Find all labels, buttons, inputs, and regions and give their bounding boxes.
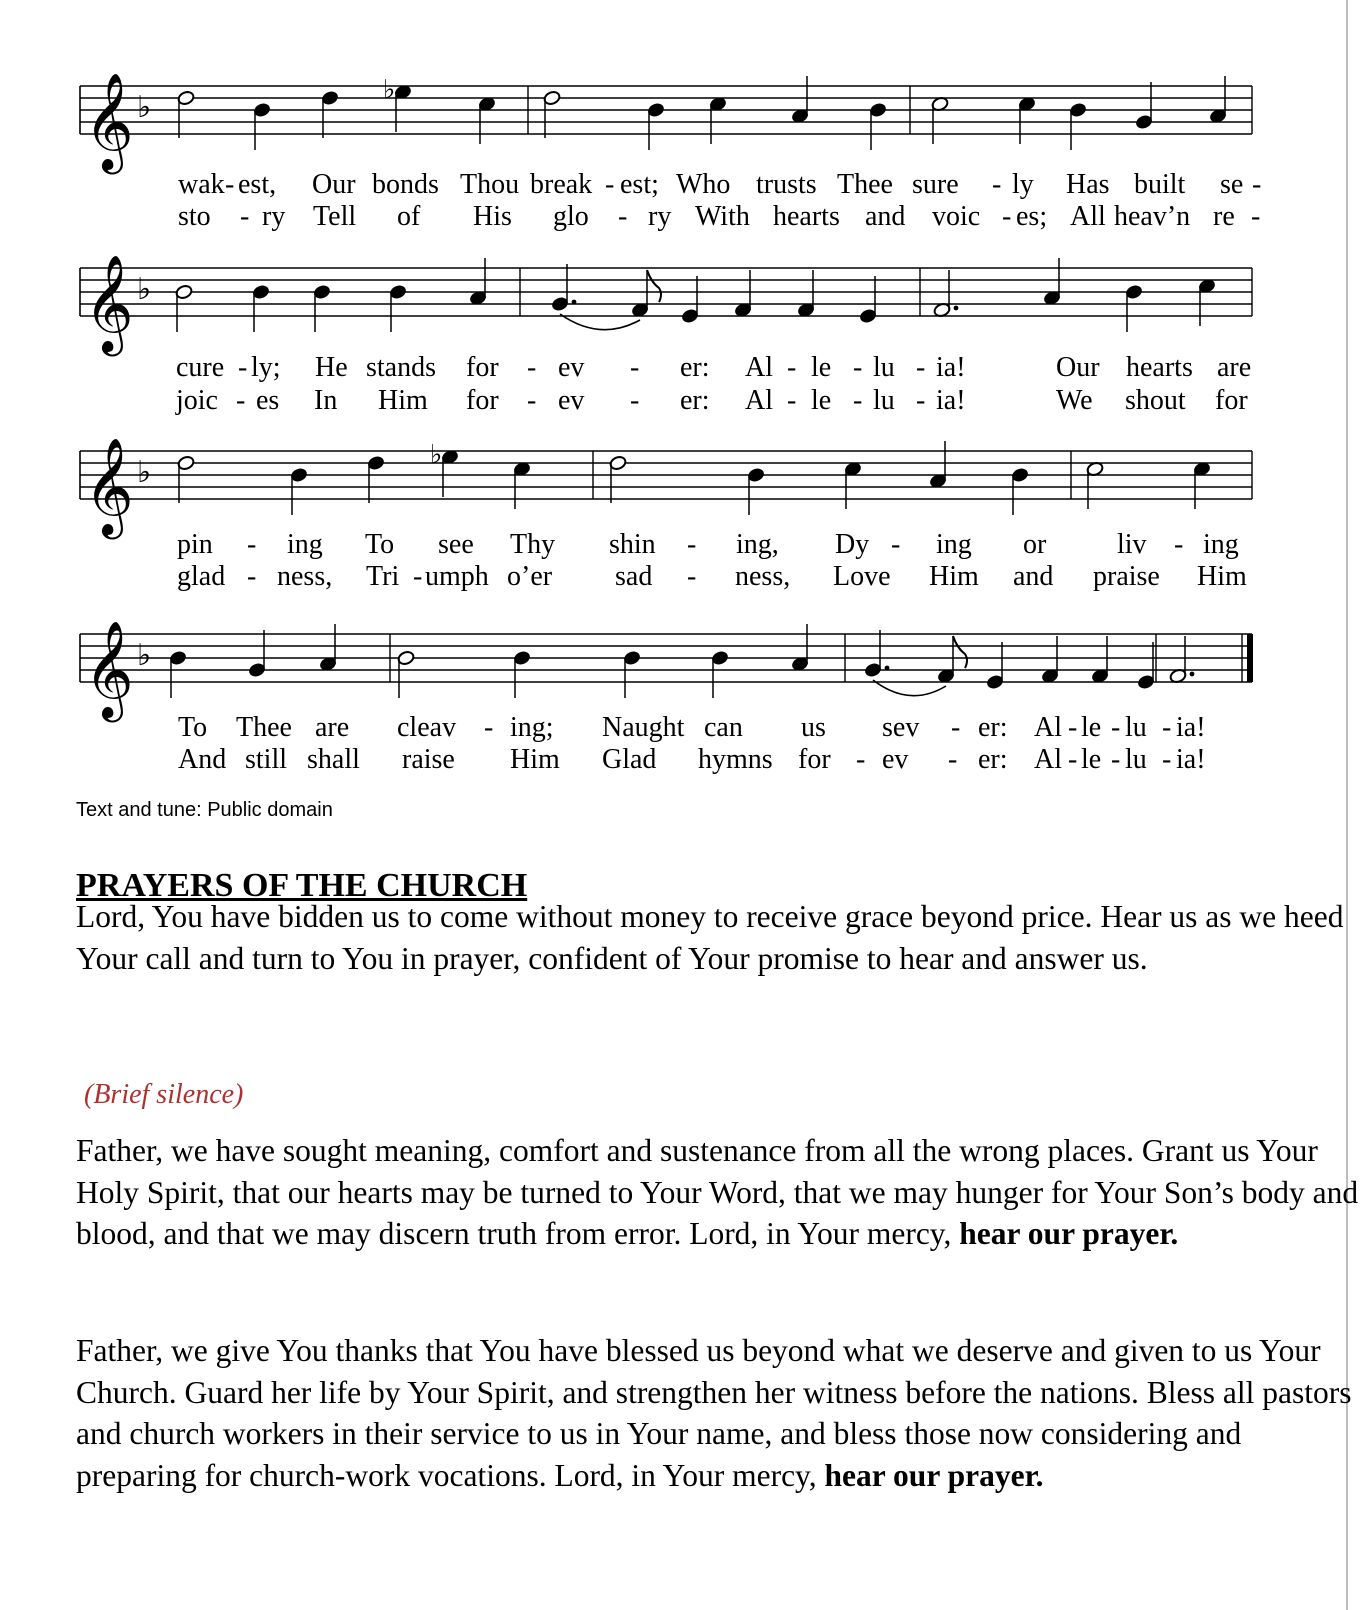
petition-1-text: Father, we have sought meaning, comfort and sustenance from all the wrong places. Grant us Your Holy Spirit, that our hearts may be turned to Your Word, that we may hunger for Your Son’s body and blood, and that we may discern truth from error. Lord, in Your mercy, bbox=[76, 1133, 1359, 1251]
note bbox=[248, 630, 266, 678]
lyric-syllable: - bbox=[630, 385, 640, 416]
lyric-syllable: ev bbox=[558, 352, 585, 383]
lyric-syllable: hearts bbox=[1126, 352, 1193, 383]
lyric-syllable: - bbox=[247, 561, 257, 592]
lyric-syllable: - bbox=[687, 561, 697, 592]
lyric-syllable: still bbox=[245, 744, 288, 775]
lyric-syllable: ia! bbox=[1176, 712, 1206, 743]
lyric-syllable: - bbox=[916, 352, 926, 383]
lyric-syllable: lu bbox=[1125, 712, 1147, 743]
lyric-syllable: - bbox=[891, 529, 901, 560]
lyric-syllable: for bbox=[466, 352, 499, 383]
lyric-syllable: heav’n bbox=[1114, 201, 1191, 232]
lyric-syllable: ia! bbox=[1176, 744, 1206, 775]
petition-2-response: hear our prayer. bbox=[824, 1457, 1044, 1493]
lyric-syllable: In bbox=[314, 385, 338, 416]
lyric-syllable: sev bbox=[882, 712, 920, 743]
key-signature-flat-icon: ♭ bbox=[137, 638, 152, 673]
lyric-line-1-2 bbox=[0, 200, 1346, 234]
lyric-syllable: es bbox=[256, 385, 280, 416]
lyric-syllable: us bbox=[801, 712, 826, 743]
lyric-line-3-1 bbox=[0, 528, 1346, 562]
lyric-syllable: er: bbox=[978, 712, 1008, 743]
lyric-syllable: Him bbox=[1197, 561, 1247, 592]
lyric-syllable: - bbox=[1174, 529, 1184, 560]
lyric-syllable: - bbox=[247, 529, 257, 560]
lyric-syllable: - bbox=[225, 169, 235, 200]
lyric-syllable: lu bbox=[1125, 744, 1147, 775]
flat-accidental-icon: ♭ bbox=[430, 440, 443, 470]
lyric-syllable: ing, bbox=[736, 529, 779, 560]
note bbox=[1091, 636, 1109, 684]
lyric-syllable: Thou bbox=[460, 169, 520, 200]
lyric-syllable: Al bbox=[1034, 712, 1062, 743]
petition-1-response: hear our prayer. bbox=[959, 1216, 1179, 1251]
lyric-syllable: wak bbox=[178, 169, 225, 200]
lyric-syllable: shall bbox=[307, 744, 360, 775]
lyric-syllable: - bbox=[238, 352, 248, 383]
final-barline bbox=[1247, 634, 1253, 682]
note bbox=[791, 624, 809, 672]
lyric-syllable: shout bbox=[1125, 385, 1186, 416]
lyric-syllable: built bbox=[1134, 169, 1186, 200]
lyric-syllable: Tell bbox=[313, 201, 357, 232]
lyric-syllable: - bbox=[236, 385, 246, 416]
treble-clef-icon: 𝄞 bbox=[84, 437, 134, 535]
lyric-syllable: and bbox=[1013, 561, 1054, 592]
lyric-syllable: es; bbox=[1016, 201, 1048, 232]
lyric-syllable: Love bbox=[833, 561, 891, 592]
lyric-syllable: le bbox=[811, 352, 832, 383]
lyric-syllable: ness, bbox=[277, 561, 333, 592]
lyric-line-4-2 bbox=[0, 743, 1346, 777]
lyric-syllable: er: bbox=[680, 352, 710, 383]
lyric-syllable: - bbox=[1068, 712, 1078, 743]
lyric-syllable: - bbox=[856, 744, 866, 775]
lyric-syllable: Our bbox=[312, 169, 356, 200]
lyric-syllable: ev bbox=[882, 744, 909, 775]
lyric-syllable: - bbox=[1162, 744, 1172, 775]
lyric-syllable: shin bbox=[609, 529, 656, 560]
lyric-syllable: - bbox=[527, 385, 537, 416]
lyric-syllable: of bbox=[397, 201, 421, 232]
treble-clef-icon: 𝄞 bbox=[84, 254, 134, 352]
lyric-syllable: Thee bbox=[837, 169, 893, 200]
lyric-syllable: cleav bbox=[397, 712, 457, 743]
lyric-syllable: - bbox=[951, 712, 961, 743]
lyric-syllable: All bbox=[1070, 201, 1106, 232]
lyric-syllable: Al bbox=[745, 352, 773, 383]
lyric-syllable: ry bbox=[262, 201, 286, 232]
lyric-syllable: est, bbox=[238, 169, 277, 200]
lyric-syllable: - bbox=[1002, 201, 1012, 232]
note bbox=[1169, 636, 1195, 684]
lyric-syllable: Naught bbox=[602, 712, 685, 743]
lyric-syllable: sto bbox=[178, 201, 211, 232]
lyric-syllable: ness, bbox=[735, 561, 791, 592]
lyric-syllable: With bbox=[695, 201, 750, 232]
lyric-syllable: - bbox=[240, 201, 250, 232]
lyric-syllable: His bbox=[473, 201, 512, 232]
lyric-syllable: Dy bbox=[835, 529, 870, 560]
note bbox=[1041, 636, 1059, 684]
key-signature-flat-icon: ♭ bbox=[137, 272, 152, 307]
rubric-brief-silence: (Brief silence) bbox=[84, 1079, 244, 1110]
lyric-syllable: glad bbox=[177, 561, 226, 592]
note bbox=[169, 650, 187, 698]
lyric-syllable: Has bbox=[1066, 169, 1110, 200]
lyric-syllable: cure bbox=[176, 352, 225, 383]
lyric-syllable: Al bbox=[745, 385, 773, 416]
lyric-syllable: joic bbox=[176, 385, 218, 416]
lyric-syllable: raise bbox=[402, 744, 455, 775]
lyric-syllable: Our bbox=[1056, 352, 1100, 383]
treble-clef-icon: 𝄞 bbox=[84, 72, 134, 170]
lyric-syllable: see bbox=[438, 529, 474, 560]
petition-1 bbox=[76, 1130, 1366, 1255]
lyric-syllable: - bbox=[948, 744, 958, 775]
lyric-syllable: ia! bbox=[936, 352, 966, 383]
note bbox=[623, 650, 641, 698]
lyric-line-3-2 bbox=[0, 560, 1346, 594]
lyric-syllable: Him bbox=[929, 561, 979, 592]
lyric-line-2-2 bbox=[0, 384, 1346, 418]
lyric-syllable: We bbox=[1056, 385, 1093, 416]
lyric-syllable: - bbox=[1252, 169, 1262, 200]
lyric-syllable: ly bbox=[1012, 169, 1034, 200]
note bbox=[397, 650, 415, 698]
lyric-syllable: - bbox=[853, 352, 863, 383]
note bbox=[711, 650, 729, 698]
lyric-syllable: Tri bbox=[366, 561, 400, 592]
lyric-syllable: He bbox=[315, 352, 348, 383]
lyric-syllable: or bbox=[1023, 529, 1047, 560]
lyric-line-1-1 bbox=[0, 168, 1346, 202]
lyric-syllable: ry bbox=[648, 201, 672, 232]
lyric-syllable: - bbox=[1162, 712, 1172, 743]
lyric-syllable: - bbox=[618, 201, 628, 232]
lyric-syllable: for bbox=[1215, 385, 1248, 416]
lyric-syllable: ing bbox=[287, 529, 323, 560]
key-signature-flat-icon: ♭ bbox=[137, 455, 152, 490]
lyric-syllable: ing; bbox=[510, 712, 554, 743]
section-heading: PRAYERS OF THE CHURCH bbox=[76, 867, 528, 904]
lyric-syllable: - bbox=[853, 385, 863, 416]
lyric-syllable: sure bbox=[912, 169, 959, 200]
lyric-syllable: Glad bbox=[602, 744, 657, 775]
lyric-syllable: - bbox=[413, 561, 423, 592]
lyric-syllable: le bbox=[1081, 712, 1102, 743]
lyric-syllable: hymns bbox=[698, 744, 773, 775]
lyric-syllable: se bbox=[1220, 169, 1244, 200]
lyric-syllable: Him bbox=[510, 744, 560, 775]
lyric-syllable: - bbox=[787, 385, 797, 416]
lyric-syllable: o’er bbox=[507, 561, 553, 592]
lyric-syllable: ing bbox=[1203, 529, 1239, 560]
lyric-syllable: praise bbox=[1093, 561, 1160, 592]
lyric-syllable: lu bbox=[873, 352, 895, 383]
lyric-syllable: est; bbox=[620, 169, 659, 200]
flat-accidental-icon: ♭ bbox=[383, 75, 396, 105]
lyric-syllable: - bbox=[1111, 712, 1121, 743]
lyric-syllable: stands bbox=[366, 352, 436, 383]
lyric-syllable: for bbox=[466, 385, 499, 416]
lyric-syllable: - bbox=[1111, 744, 1121, 775]
key-signature-flat-icon: ♭ bbox=[137, 90, 152, 125]
prayer-intro: Lord, You have bidden us to come without money to receive grace beyond price. Hear us as we heed Your call and turn to You in prayer, confident of Your promise to hear and answer us. bbox=[76, 899, 1344, 976]
lyric-syllable: ia! bbox=[936, 385, 966, 416]
lyric-syllable: To bbox=[365, 529, 395, 560]
lyric-syllable: bonds bbox=[372, 169, 439, 200]
lyric-syllable: pin bbox=[177, 529, 213, 560]
lyric-syllable: - bbox=[787, 352, 797, 383]
lyric-syllable: - bbox=[687, 529, 697, 560]
lyric-syllable: er: bbox=[978, 744, 1008, 775]
lyric-syllable: for bbox=[798, 744, 831, 775]
lyric-syllable: lu bbox=[873, 385, 895, 416]
lyric-syllable: re bbox=[1213, 201, 1235, 232]
lyric-syllable: - bbox=[484, 712, 494, 743]
lyric-syllable: can bbox=[704, 712, 743, 743]
lyric-syllable: ly; bbox=[251, 352, 281, 383]
lyric-line-2-1 bbox=[0, 351, 1346, 385]
lyric-syllable: ing bbox=[936, 529, 972, 560]
lyric-syllable: ev bbox=[558, 385, 585, 416]
lyric-syllable: are bbox=[1217, 352, 1252, 383]
lyric-syllable: liv bbox=[1117, 529, 1147, 560]
lyric-syllable: - bbox=[527, 352, 537, 383]
lyric-syllable: Thy bbox=[510, 529, 556, 560]
lyric-syllable: umph bbox=[425, 561, 489, 592]
lyric-syllable: Al bbox=[1034, 744, 1062, 775]
note bbox=[1137, 642, 1155, 690]
note bbox=[513, 650, 531, 698]
hymn-credit: Text and tune: Public domain bbox=[76, 799, 333, 821]
note bbox=[319, 624, 337, 672]
lyric-syllable: - bbox=[992, 169, 1002, 200]
lyric-syllable: - bbox=[605, 169, 615, 200]
lyric-syllable: glo bbox=[553, 201, 589, 232]
lyric-syllable: le bbox=[811, 385, 832, 416]
lyric-syllable: and bbox=[865, 201, 906, 232]
lyric-line-4-1 bbox=[0, 711, 1346, 745]
lyric-syllable: er: bbox=[680, 385, 710, 416]
lyric-syllable: - bbox=[1068, 744, 1078, 775]
lyric-syllable: And bbox=[178, 744, 227, 775]
lyric-syllable: voic bbox=[932, 201, 981, 232]
petition-2-text: Father, we give You thanks that You have blessed us beyond what we deserve and given to us Your Church. Guard her life by Your Spirit, and strengthen her witness before the nations. Bless all pastors and church workers in their service to us in Your name, and bless those now considering and preparing for church-work vocations. Lord, in Your mercy, bbox=[76, 1333, 1352, 1493]
lyric-syllable: le bbox=[1081, 744, 1102, 775]
note bbox=[986, 642, 1004, 690]
lyric-syllable: trusts bbox=[756, 169, 817, 200]
lyric-syllable: To bbox=[178, 712, 208, 743]
lyric-syllable: Him bbox=[378, 385, 428, 416]
treble-clef-icon: 𝄞 bbox=[84, 620, 134, 718]
note bbox=[937, 636, 967, 684]
lyric-syllable: Thee bbox=[236, 712, 292, 743]
lyric-syllable: Who bbox=[676, 169, 731, 200]
note bbox=[864, 630, 890, 678]
lyric-syllable: - bbox=[1251, 201, 1261, 232]
lyric-syllable: hearts bbox=[773, 201, 840, 232]
lyric-syllable: are bbox=[315, 712, 350, 743]
petition-2 bbox=[76, 1330, 1366, 1496]
lyric-syllable: sad bbox=[615, 561, 653, 592]
lyric-syllable: - bbox=[916, 385, 926, 416]
lyric-syllable: - bbox=[630, 352, 640, 383]
lyric-syllable: break bbox=[530, 169, 593, 200]
